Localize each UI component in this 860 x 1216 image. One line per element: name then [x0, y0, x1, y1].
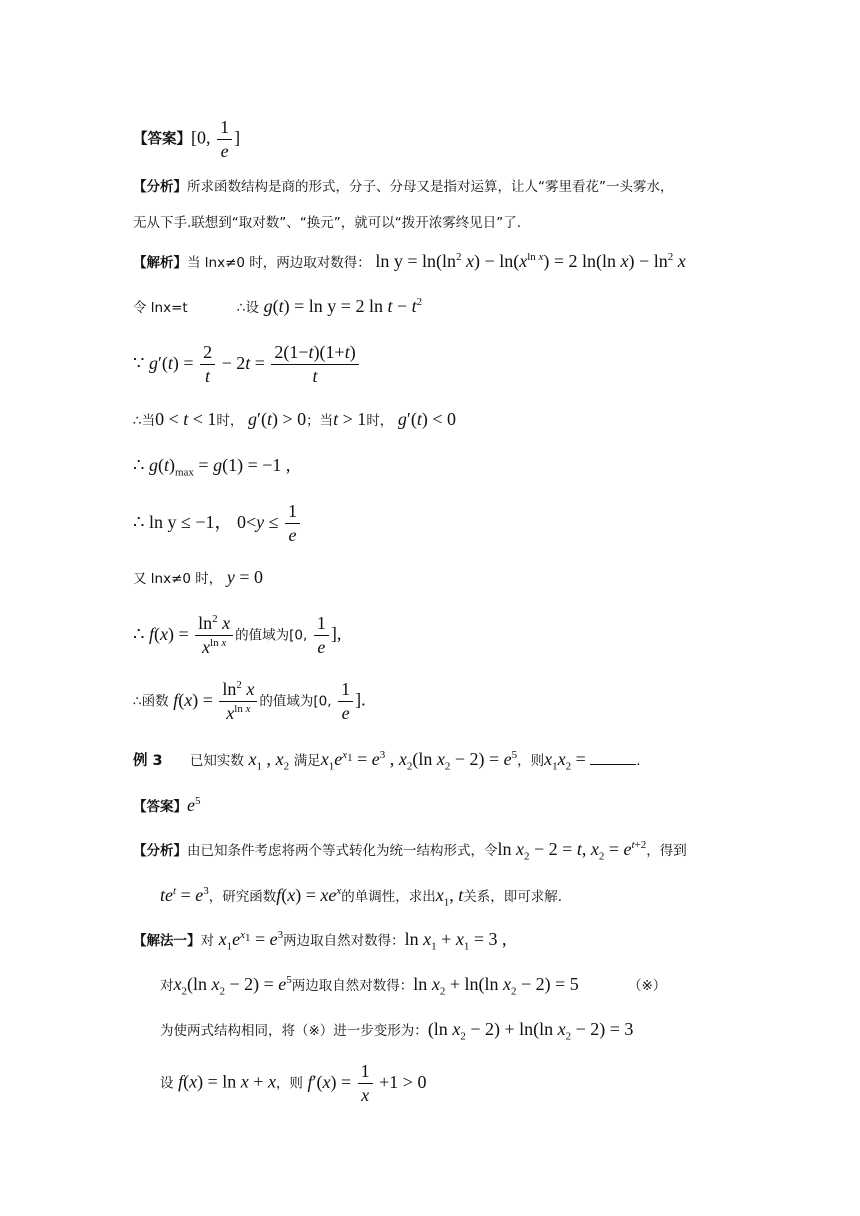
method-1-line-1 [133, 930, 742, 953]
analysis-3-label: 【分析】 [133, 843, 187, 859]
method-1-mark: （※） [627, 978, 667, 994]
let-text: 令 lnx=t [133, 300, 188, 316]
example-3-text-1: 已知实数 [189, 753, 244, 769]
shi-1: 时， [216, 413, 244, 429]
method-1-f-prime: f′(x) = $\frac{1}{x}$ +1 > 0 [307, 1061, 427, 1105]
fraction-1-over-e-2: $\frac{1}{e}$ [314, 614, 329, 657]
solution-condition: 当 lnx≠0 时，两边取对数得： [187, 255, 371, 271]
analysis-line-2 [133, 217, 742, 231]
when-text: ∴当 [133, 413, 156, 429]
answer-line-1 [133, 118, 742, 161]
also-line [133, 568, 742, 587]
analysis-3-text-1: 由已知条件考虑将两个等式转化为统一结构形式，令 [187, 843, 498, 859]
also-text: 又 lnx≠0 时， [133, 571, 223, 587]
example-3-text-2: 满足 [293, 753, 321, 769]
answer-3-value: $e^5$ [187, 795, 201, 815]
method-1-eq-2: $x_2(\ln$ $x_2 - 2) = e^5$ [173, 974, 292, 998]
func-text: ∴函数 [133, 693, 169, 710]
range-close-1: ], [330, 623, 342, 644]
method-1-line-2 [160, 975, 742, 998]
example-3-eq-1: $x_1e^{x_1} = e^3$ , [320, 749, 395, 773]
g-max-line [133, 456, 742, 479]
method-1-transformed: (ln $x_2 - 2) + \ln(\ln$ $x_2 - 2) = 3$ [427, 1019, 634, 1043]
y-equals-zero: y = 0 [226, 567, 264, 587]
monotonicity-line [133, 410, 742, 429]
fraction-1-over-e-3: $\frac{1}{e}$ [338, 680, 353, 723]
range-text-1: 的值域为[0, [235, 627, 308, 644]
method-1-eq-1: $x_1e^{x_1} = e^3$ [218, 929, 284, 953]
f-definition-2: f(x) = $\frac{\ln^2 x}{x^{ln x}}$ [173, 690, 259, 710]
substitution-line [133, 297, 742, 316]
analysis-3-function: $f(x) = xe^x$ [276, 885, 342, 905]
analysis-label: 【分析】 [133, 179, 187, 195]
answer-3-label: 【答案】 [133, 799, 187, 815]
analysis-3-vars: $x_1$, t [435, 885, 464, 909]
method-1-text-6: ，则 [275, 1075, 303, 1092]
derivative-equation: ∵ g′(t) = $\frac{2}{t}$ − 2t = $\frac{2(1-t)(1+t)}{t}$ [133, 353, 361, 373]
method-1-line-3 [160, 1020, 742, 1043]
example-3-line [133, 750, 742, 773]
method-1-label: 【解法一】 [133, 933, 201, 949]
method-1-ln-eq-2: $\ln x_2 + \ln(\ln$ $x_2 - 2) = 5$ [413, 974, 579, 998]
example-3-label: 例 3 [133, 753, 163, 769]
g-max-equation: ∴ $g(t)_{max} = g(1) = -1$ , [133, 455, 291, 479]
product-x1x2: $x_1x_2$ = [544, 749, 591, 773]
analysis-3-text-4: 的单调性，求出 [341, 889, 436, 905]
g-definition: g(t) = ln y = 2 $\ln t - t^2$ [263, 296, 423, 316]
answer-interval-end: ] [234, 127, 241, 148]
analysis-line-1 [133, 181, 742, 195]
method-1-text-5: 设 [160, 1075, 174, 1092]
method-1-ln-eq-1: $\ln x_1 + x_1 = 3$ , [404, 929, 507, 953]
example-3-end: . [636, 753, 641, 769]
analysis-text-1: 所求函数结构是商的形式，分子、分母又是指对运算，让人“雾里看花”一头雾水， [187, 179, 674, 195]
method-1-text-3: 对 [160, 978, 174, 994]
semicolon-when: ；当 [306, 413, 334, 429]
method-1-line-4 [160, 1062, 742, 1105]
shi-2: 时， [366, 413, 394, 429]
set-text: ∴设 [236, 300, 260, 316]
example-3-eq-2: $x_2(\ln$ $x_2 - 2) = e^5$ [398, 749, 518, 773]
g-prime-positive: g′(t) > 0 [248, 409, 307, 429]
method-1-text-4: 为使两式结构相同，将（※）进一步变形为： [160, 1023, 428, 1039]
derivative-line [133, 343, 742, 386]
range-line-1 [133, 614, 742, 657]
method-1-text-2b: 两边取自然对数得： [291, 978, 414, 994]
f-definition-1: ∴ f(x) = $\frac{\ln^2 x}{x^{ln x}}$ [133, 624, 235, 644]
fraction-1-over-e: $\frac{1}{e}$ [217, 118, 232, 161]
ln-y-line [133, 502, 742, 545]
analysis-3-text-5: 关系，即可求解. [463, 889, 563, 905]
ln-y-inequality: ∴ ln y ≤ −1， 0<y ≤ $\frac{1}{e}$ [133, 512, 302, 532]
method-1-f-def: f(x) = ln x + x [178, 1071, 276, 1092]
analysis-3-line-2 [160, 886, 742, 909]
interval-0-1: 0 < t < 1 [155, 409, 217, 429]
method-1-text-2: 两边取自然对数得： [283, 933, 405, 949]
solution-line [133, 252, 742, 271]
interval-gt-1: t > 1 [333, 409, 367, 429]
solution-label: 【解析】 [133, 255, 187, 271]
analysis-3-line-1 [133, 840, 742, 863]
analysis-3-substitution: $\ln x_2 - 2 = t$, $x_2 = e^{t+2}$ [497, 839, 647, 863]
x2-var: $x_2$ [275, 749, 290, 773]
analysis-3-text-3: ，研究函数 [208, 889, 277, 905]
answer-3-line [133, 796, 742, 815]
x1-var: $x_1$ , [248, 749, 271, 773]
range-line-2 [133, 680, 742, 723]
analysis-3-te-eq: $te^t = e^3$ [160, 885, 209, 905]
answer-blank [590, 764, 636, 765]
method-1-text-1: 对 [200, 933, 214, 949]
answer-label: 【答案】 [133, 131, 191, 148]
analysis-text-2: 无从下手.联想到“取对数”、“换元”，就可以“拨开浓雾终见日”了. [133, 215, 522, 231]
answer-interval-start: [0, [191, 127, 211, 148]
example-3-text-3: ，则 [517, 753, 545, 769]
g-prime-negative: g′(t) < 0 [397, 409, 457, 429]
range-text-2: 的值域为[0, [259, 693, 332, 710]
analysis-3-text-2: ，得到 [646, 843, 687, 859]
range-close-2: ]. [355, 689, 366, 710]
equation-log-both-sides: $\ln y = \ln(\ln^2$ $x) - \ln(x^{ln x}) = 2$ ln(ln $x) - \ln^2 x$ [375, 251, 686, 271]
